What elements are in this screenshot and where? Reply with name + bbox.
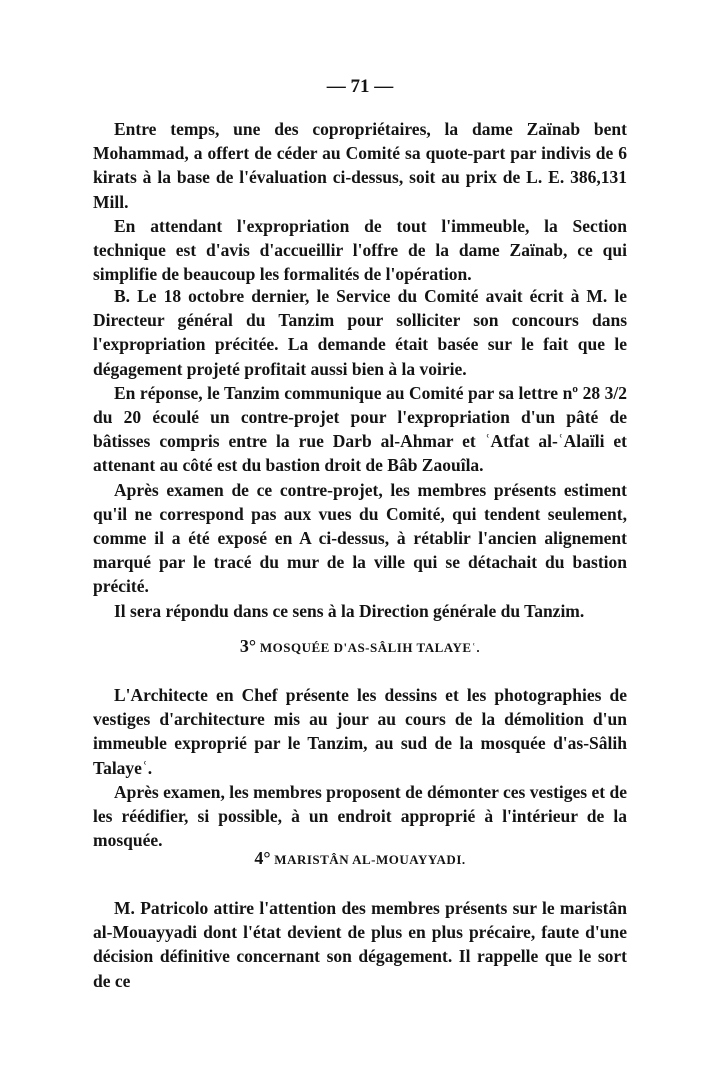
section-title: MOSQUÉE D'AS-SÂLIH TALAYEʿ. <box>259 640 481 655</box>
paragraph: L'Architecte en Chef présente les dessins et les photographies de vestiges d'architecture mis au jour au cours de la démolition d'un immeuble exproprié par le Tanzim, au sud de la mosquée d'as-Sâlih Talayeʿ. <box>93 685 627 778</box>
text-block-3 <box>93 683 627 852</box>
section-heading-3 <box>0 636 720 657</box>
paragraph: Après examen, les membres proposent de démonter ces vestiges et de les réédifier, si possible, à un endroit approprié à l'intérieur de la mosquée. <box>93 781 627 851</box>
paragraph: M. Patricolo attire l'attention des membres présents sur le maristân al-Mouayyadi dont l'état devient de plus en plus précaire, faute d'une décision définitive concernant son dégagement. Il rappelle que le sort de ce <box>93 898 627 991</box>
paragraph: Après examen de ce contre-projet, les membres présents estiment qu'il ne correspond pas aux vues du Comité, qui tendent seulement, comme il a été exposé en A ci-dessus, à rétablir l'ancien alignement marqué par le tracé du mur de la ville qui se détachait du bastion précité. <box>93 479 627 597</box>
page-number: — 71 — <box>326 76 394 97</box>
text-block-2 <box>93 284 627 623</box>
section-title: MARISTÂN AL-MOUAYYADI. <box>274 852 466 867</box>
section-number: 3° <box>239 636 257 656</box>
text-block-1 <box>93 117 627 286</box>
paragraph: Entre temps, une des copropriétaires, la dame Zaïnab bent Mohammad, a offert de céder au Comité sa quote-part par indivis de 6 kirats à la base de l'évaluation ci-dessus, soit au prix de L. E. 386,131 Mill. <box>93 119 627 212</box>
section-heading-4 <box>0 848 720 869</box>
paragraph: B. Le 18 octobre dernier, le Service du Comité avait écrit à M. le Directeur général du Tanzim pour solliciter son concours dans l'expropriation précitée. La demande était basée sur le fait que le dégagement projeté profitait aussi bien à la voirie. <box>93 286 627 379</box>
paragraph: En attendant l'expropriation de tout l'immeuble, la Section technique est d'avis d'accueillir l'offre de la dame Zaïnab, ce qui simplifie de beaucoup les formalités de l'opération. <box>93 215 627 285</box>
paragraph: Il sera répondu dans ce sens à la Direction générale du Tanzim. <box>114 600 585 621</box>
paragraph: En réponse, le Tanzim communique au Comité par sa lettre nº 28 3/2 du 20 écoulé un contre-projet pour l'expropriation d'un pâté de bâtisses compris entre la rue Darb al-Ahmar et ʿAtfat al-ʿAlaïli et attenant au côté est du bastion droit de Bâb Zaouîla. <box>93 382 627 476</box>
text-block-4 <box>93 896 627 993</box>
section-number: 4° <box>254 848 271 868</box>
